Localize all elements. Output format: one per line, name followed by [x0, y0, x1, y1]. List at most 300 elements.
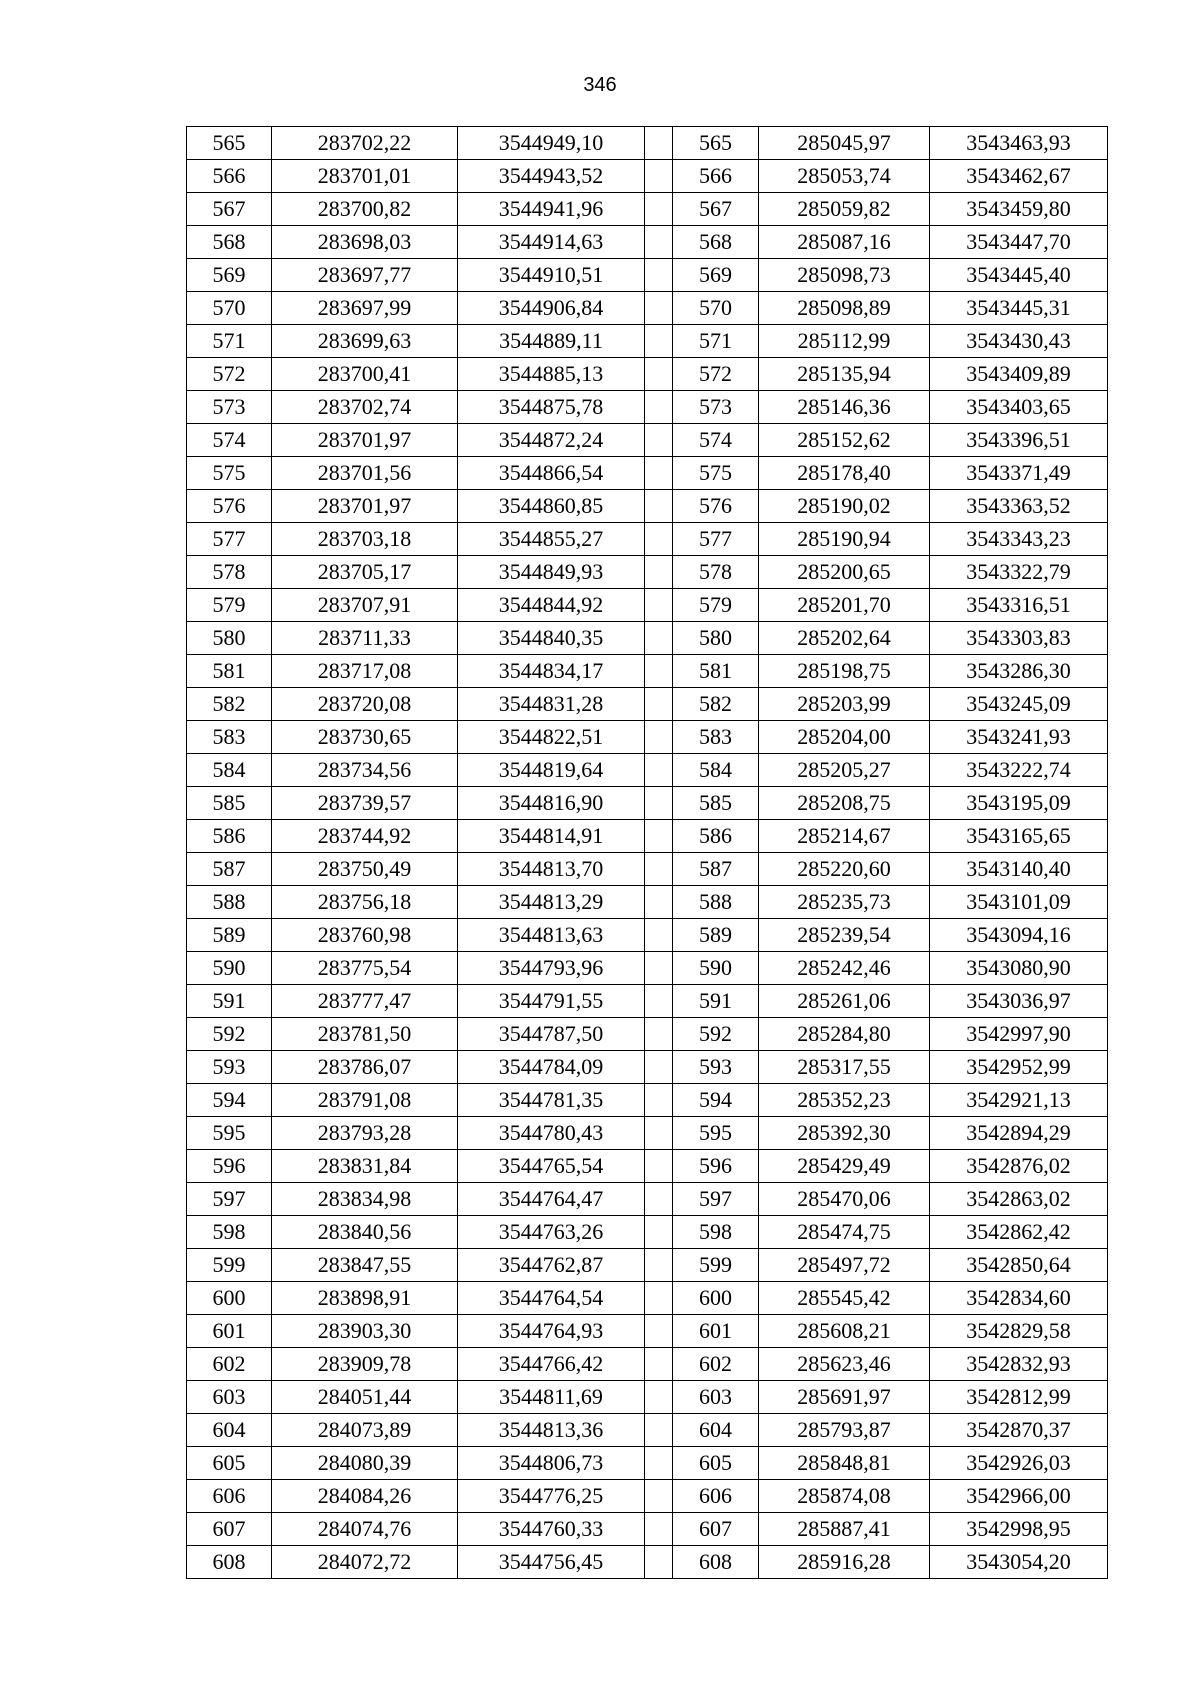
left-x-coordinate: 283703,18: [272, 523, 458, 556]
left-point-number: 595: [187, 1117, 272, 1150]
table-row: [187, 1183, 1108, 1216]
right-x-coordinate: 285848,81: [759, 1447, 930, 1480]
left-point-number: 584: [187, 754, 272, 787]
right-x-coordinate: 285214,67: [759, 820, 930, 853]
separator-cell: [645, 325, 673, 358]
right-x-coordinate: 285429,49: [759, 1150, 930, 1183]
left-y-coordinate: 3544872,24: [458, 424, 645, 457]
right-point-number: 598: [673, 1216, 759, 1249]
table-row: [187, 193, 1108, 226]
right-x-coordinate: 285205,27: [759, 754, 930, 787]
table-row: [187, 1282, 1108, 1315]
left-y-coordinate: 3544914,63: [458, 226, 645, 259]
left-point-number: 589: [187, 919, 272, 952]
right-y-coordinate: 3543286,30: [930, 655, 1108, 688]
separator-cell: [645, 688, 673, 721]
right-x-coordinate: 285916,28: [759, 1546, 930, 1579]
left-y-coordinate: 3544813,70: [458, 853, 645, 886]
separator-cell: [645, 1150, 673, 1183]
right-point-number: 602: [673, 1348, 759, 1381]
left-x-coordinate: 284080,39: [272, 1447, 458, 1480]
right-x-coordinate: 285059,82: [759, 193, 930, 226]
separator-cell: [645, 1183, 673, 1216]
table-row: [187, 490, 1108, 523]
left-point-number: 608: [187, 1546, 272, 1579]
right-y-coordinate: 3543463,93: [930, 127, 1108, 160]
left-y-coordinate: 3544764,54: [458, 1282, 645, 1315]
table-body: [187, 127, 1108, 1579]
left-y-coordinate: 3544906,84: [458, 292, 645, 325]
right-y-coordinate: 3543241,93: [930, 721, 1108, 754]
separator-cell: [645, 886, 673, 919]
right-point-number: 567: [673, 193, 759, 226]
right-x-coordinate: 285239,54: [759, 919, 930, 952]
left-y-coordinate: 3544806,73: [458, 1447, 645, 1480]
right-x-coordinate: 285284,80: [759, 1018, 930, 1051]
separator-cell: [645, 127, 673, 160]
right-x-coordinate: 285087,16: [759, 226, 930, 259]
separator-cell: [645, 556, 673, 589]
left-point-number: 599: [187, 1249, 272, 1282]
left-point-number: 586: [187, 820, 272, 853]
left-x-coordinate: 283702,22: [272, 127, 458, 160]
right-x-coordinate: 285190,94: [759, 523, 930, 556]
left-point-number: 596: [187, 1150, 272, 1183]
right-y-coordinate: 3543396,51: [930, 424, 1108, 457]
table-row: [187, 1546, 1108, 1579]
left-x-coordinate: 283734,56: [272, 754, 458, 787]
right-y-coordinate: 3543447,70: [930, 226, 1108, 259]
left-y-coordinate: 3544860,85: [458, 490, 645, 523]
right-point-number: 604: [673, 1414, 759, 1447]
right-point-number: 582: [673, 688, 759, 721]
right-y-coordinate: 3543403,65: [930, 391, 1108, 424]
left-point-number: 587: [187, 853, 272, 886]
left-point-number: 588: [187, 886, 272, 919]
left-point-number: 598: [187, 1216, 272, 1249]
right-y-coordinate: 3542832,93: [930, 1348, 1108, 1381]
separator-cell: [645, 292, 673, 325]
separator-cell: [645, 490, 673, 523]
left-point-number: 575: [187, 457, 272, 490]
left-y-coordinate: 3544764,47: [458, 1183, 645, 1216]
left-point-number: 565: [187, 127, 272, 160]
right-point-number: 606: [673, 1480, 759, 1513]
right-x-coordinate: 285608,21: [759, 1315, 930, 1348]
right-y-coordinate: 3543371,49: [930, 457, 1108, 490]
right-x-coordinate: 285201,70: [759, 589, 930, 622]
right-point-number: 579: [673, 589, 759, 622]
coordinates-table: [186, 126, 1108, 1579]
right-point-number: 603: [673, 1381, 759, 1414]
right-y-coordinate: 3542894,29: [930, 1117, 1108, 1150]
left-point-number: 574: [187, 424, 272, 457]
right-y-coordinate: 3542921,13: [930, 1084, 1108, 1117]
right-x-coordinate: 285545,42: [759, 1282, 930, 1315]
right-point-number: 583: [673, 721, 759, 754]
right-y-coordinate: 3542997,90: [930, 1018, 1108, 1051]
left-y-coordinate: 3544816,90: [458, 787, 645, 820]
right-point-number: 607: [673, 1513, 759, 1546]
left-x-coordinate: 283781,50: [272, 1018, 458, 1051]
right-x-coordinate: 285317,55: [759, 1051, 930, 1084]
left-x-coordinate: 283840,56: [272, 1216, 458, 1249]
left-x-coordinate: 283700,82: [272, 193, 458, 226]
right-x-coordinate: 285135,94: [759, 358, 930, 391]
separator-cell: [645, 193, 673, 226]
right-point-number: 591: [673, 985, 759, 1018]
right-x-coordinate: 285474,75: [759, 1216, 930, 1249]
separator-cell: [645, 1348, 673, 1381]
right-x-coordinate: 285202,64: [759, 622, 930, 655]
left-point-number: 577: [187, 523, 272, 556]
right-point-number: 584: [673, 754, 759, 787]
left-x-coordinate: 283701,97: [272, 424, 458, 457]
right-y-coordinate: 3542863,02: [930, 1183, 1108, 1216]
left-point-number: 591: [187, 985, 272, 1018]
right-point-number: 569: [673, 259, 759, 292]
left-point-number: 593: [187, 1051, 272, 1084]
table-row: [187, 1018, 1108, 1051]
right-y-coordinate: 3542812,99: [930, 1381, 1108, 1414]
right-y-coordinate: 3543430,43: [930, 325, 1108, 358]
left-y-coordinate: 3544763,26: [458, 1216, 645, 1249]
right-y-coordinate: 3543462,67: [930, 160, 1108, 193]
left-x-coordinate: 283847,55: [272, 1249, 458, 1282]
separator-cell: [645, 622, 673, 655]
right-point-number: 575: [673, 457, 759, 490]
left-y-coordinate: 3544819,64: [458, 754, 645, 787]
right-point-number: 566: [673, 160, 759, 193]
left-y-coordinate: 3544813,29: [458, 886, 645, 919]
right-y-coordinate: 3543409,89: [930, 358, 1108, 391]
left-point-number: 606: [187, 1480, 272, 1513]
table-row: [187, 523, 1108, 556]
left-point-number: 585: [187, 787, 272, 820]
left-x-coordinate: 283697,99: [272, 292, 458, 325]
right-x-coordinate: 285208,75: [759, 787, 930, 820]
left-point-number: 582: [187, 688, 272, 721]
right-y-coordinate: 3543343,23: [930, 523, 1108, 556]
left-y-coordinate: 3544756,45: [458, 1546, 645, 1579]
table-row: [187, 292, 1108, 325]
right-point-number: 605: [673, 1447, 759, 1480]
table-row: [187, 358, 1108, 391]
table-row: [187, 1084, 1108, 1117]
table-row: [187, 655, 1108, 688]
left-y-coordinate: 3544941,96: [458, 193, 645, 226]
left-x-coordinate: 283775,54: [272, 952, 458, 985]
separator-cell: [645, 1480, 673, 1513]
right-point-number: 594: [673, 1084, 759, 1117]
separator-cell: [645, 523, 673, 556]
table-row: [187, 1381, 1108, 1414]
separator-cell: [645, 457, 673, 490]
left-y-coordinate: 3544875,78: [458, 391, 645, 424]
right-y-coordinate: 3543445,31: [930, 292, 1108, 325]
table-row: [187, 1249, 1108, 1282]
separator-cell: [645, 655, 673, 688]
left-y-coordinate: 3544943,52: [458, 160, 645, 193]
left-point-number: 568: [187, 226, 272, 259]
right-x-coordinate: 285152,62: [759, 424, 930, 457]
right-y-coordinate: 3543080,90: [930, 952, 1108, 985]
right-x-coordinate: 285691,97: [759, 1381, 930, 1414]
right-x-coordinate: 285203,99: [759, 688, 930, 721]
separator-cell: [645, 820, 673, 853]
separator-cell: [645, 1051, 673, 1084]
right-point-number: 581: [673, 655, 759, 688]
right-x-coordinate: 285220,60: [759, 853, 930, 886]
left-x-coordinate: 283756,18: [272, 886, 458, 919]
table-row: [187, 589, 1108, 622]
left-y-coordinate: 3544855,27: [458, 523, 645, 556]
separator-cell: [645, 985, 673, 1018]
right-y-coordinate: 3543140,40: [930, 853, 1108, 886]
page-number: 346: [583, 74, 617, 96]
left-x-coordinate: 283744,92: [272, 820, 458, 853]
right-point-number: 576: [673, 490, 759, 523]
left-x-coordinate: 283760,98: [272, 919, 458, 952]
table-row: [187, 1513, 1108, 1546]
separator-cell: [645, 1282, 673, 1315]
left-y-coordinate: 3544814,91: [458, 820, 645, 853]
left-y-coordinate: 3544791,55: [458, 985, 645, 1018]
left-y-coordinate: 3544764,93: [458, 1315, 645, 1348]
left-point-number: 601: [187, 1315, 272, 1348]
separator-cell: [645, 424, 673, 457]
right-x-coordinate: 285623,46: [759, 1348, 930, 1381]
left-point-number: 592: [187, 1018, 272, 1051]
table-row: [187, 325, 1108, 358]
left-point-number: 594: [187, 1084, 272, 1117]
left-point-number: 579: [187, 589, 272, 622]
right-y-coordinate: 3543245,09: [930, 688, 1108, 721]
table-row: [187, 1150, 1108, 1183]
right-point-number: 600: [673, 1282, 759, 1315]
right-point-number: 578: [673, 556, 759, 589]
left-x-coordinate: 283705,17: [272, 556, 458, 589]
right-y-coordinate: 3542966,00: [930, 1480, 1108, 1513]
left-point-number: 571: [187, 325, 272, 358]
table-row: [187, 457, 1108, 490]
table-row: [187, 556, 1108, 589]
separator-cell: [645, 1447, 673, 1480]
left-y-coordinate: 3544834,17: [458, 655, 645, 688]
left-x-coordinate: 283701,01: [272, 160, 458, 193]
left-x-coordinate: 283700,41: [272, 358, 458, 391]
right-point-number: 577: [673, 523, 759, 556]
table-row: [187, 127, 1108, 160]
table-row: [187, 622, 1108, 655]
table-row: [187, 391, 1108, 424]
table-row: [187, 820, 1108, 853]
left-point-number: 600: [187, 1282, 272, 1315]
left-point-number: 576: [187, 490, 272, 523]
right-point-number: 587: [673, 853, 759, 886]
right-x-coordinate: 285146,36: [759, 391, 930, 424]
right-y-coordinate: 3542850,64: [930, 1249, 1108, 1282]
right-point-number: 588: [673, 886, 759, 919]
left-x-coordinate: 283697,77: [272, 259, 458, 292]
left-y-coordinate: 3544910,51: [458, 259, 645, 292]
left-x-coordinate: 283777,47: [272, 985, 458, 1018]
right-x-coordinate: 285497,72: [759, 1249, 930, 1282]
left-point-number: 590: [187, 952, 272, 985]
table-row: [187, 1447, 1108, 1480]
left-x-coordinate: 283720,08: [272, 688, 458, 721]
table-row: [187, 919, 1108, 952]
left-point-number: 580: [187, 622, 272, 655]
right-point-number: 585: [673, 787, 759, 820]
separator-cell: [645, 1117, 673, 1150]
left-x-coordinate: 284072,72: [272, 1546, 458, 1579]
separator-cell: [645, 787, 673, 820]
left-point-number: 567: [187, 193, 272, 226]
table-row: [187, 886, 1108, 919]
left-x-coordinate: 284084,26: [272, 1480, 458, 1513]
left-y-coordinate: 3544949,10: [458, 127, 645, 160]
left-y-coordinate: 3544781,35: [458, 1084, 645, 1117]
left-y-coordinate: 3544766,42: [458, 1348, 645, 1381]
left-x-coordinate: 283903,30: [272, 1315, 458, 1348]
left-point-number: 583: [187, 721, 272, 754]
left-x-coordinate: 283699,63: [272, 325, 458, 358]
separator-cell: [645, 1084, 673, 1117]
table-row: [187, 721, 1108, 754]
separator-cell: [645, 391, 673, 424]
right-y-coordinate: 3543316,51: [930, 589, 1108, 622]
left-x-coordinate: 283791,08: [272, 1084, 458, 1117]
right-y-coordinate: 3543322,79: [930, 556, 1108, 589]
separator-cell: [645, 1216, 673, 1249]
right-y-coordinate: 3542870,37: [930, 1414, 1108, 1447]
left-x-coordinate: 283707,91: [272, 589, 458, 622]
table-row: [187, 853, 1108, 886]
separator-cell: [645, 919, 673, 952]
left-x-coordinate: 283909,78: [272, 1348, 458, 1381]
left-x-coordinate: 283701,56: [272, 457, 458, 490]
left-point-number: 569: [187, 259, 272, 292]
left-point-number: 602: [187, 1348, 272, 1381]
left-x-coordinate: 283793,28: [272, 1117, 458, 1150]
right-y-coordinate: 3542998,95: [930, 1513, 1108, 1546]
right-point-number: 597: [673, 1183, 759, 1216]
left-x-coordinate: 284074,76: [272, 1513, 458, 1546]
left-point-number: 578: [187, 556, 272, 589]
separator-cell: [645, 1414, 673, 1447]
separator-cell: [645, 589, 673, 622]
left-y-coordinate: 3544765,54: [458, 1150, 645, 1183]
table-row: [187, 1480, 1108, 1513]
right-point-number: 599: [673, 1249, 759, 1282]
separator-cell: [645, 1315, 673, 1348]
separator-cell: [645, 259, 673, 292]
left-point-number: 607: [187, 1513, 272, 1546]
right-x-coordinate: 285874,08: [759, 1480, 930, 1513]
left-x-coordinate: 284073,89: [272, 1414, 458, 1447]
right-y-coordinate: 3543094,16: [930, 919, 1108, 952]
left-x-coordinate: 283717,08: [272, 655, 458, 688]
right-y-coordinate: 3543036,97: [930, 985, 1108, 1018]
left-y-coordinate: 3544885,13: [458, 358, 645, 391]
right-point-number: 592: [673, 1018, 759, 1051]
separator-cell: [645, 1249, 673, 1282]
right-x-coordinate: 285352,23: [759, 1084, 930, 1117]
left-y-coordinate: 3544760,33: [458, 1513, 645, 1546]
right-x-coordinate: 285470,06: [759, 1183, 930, 1216]
left-x-coordinate: 283834,98: [272, 1183, 458, 1216]
table-row: [187, 787, 1108, 820]
table-row: [187, 226, 1108, 259]
left-point-number: 570: [187, 292, 272, 325]
left-y-coordinate: 3544866,54: [458, 457, 645, 490]
separator-cell: [645, 160, 673, 193]
right-x-coordinate: 285235,73: [759, 886, 930, 919]
left-point-number: 597: [187, 1183, 272, 1216]
left-y-coordinate: 3544811,69: [458, 1381, 645, 1414]
separator-cell: [645, 754, 673, 787]
right-x-coordinate: 285793,87: [759, 1414, 930, 1447]
table-row: [187, 1051, 1108, 1084]
left-x-coordinate: 283831,84: [272, 1150, 458, 1183]
left-point-number: 566: [187, 160, 272, 193]
left-point-number: 573: [187, 391, 272, 424]
left-x-coordinate: 283698,03: [272, 226, 458, 259]
right-point-number: 571: [673, 325, 759, 358]
left-y-coordinate: 3544776,25: [458, 1480, 645, 1513]
separator-cell: [645, 226, 673, 259]
table-row: [187, 952, 1108, 985]
right-x-coordinate: 285198,75: [759, 655, 930, 688]
right-y-coordinate: 3543363,52: [930, 490, 1108, 523]
left-point-number: 603: [187, 1381, 272, 1414]
separator-cell: [645, 1546, 673, 1579]
right-point-number: 590: [673, 952, 759, 985]
right-point-number: 572: [673, 358, 759, 391]
right-point-number: 565: [673, 127, 759, 160]
right-point-number: 589: [673, 919, 759, 952]
table-row: [187, 754, 1108, 787]
left-y-coordinate: 3544889,11: [458, 325, 645, 358]
left-point-number: 605: [187, 1447, 272, 1480]
right-y-coordinate: 3542952,99: [930, 1051, 1108, 1084]
table-row: [187, 160, 1108, 193]
right-point-number: 608: [673, 1546, 759, 1579]
right-x-coordinate: 285887,41: [759, 1513, 930, 1546]
right-y-coordinate: 3543195,09: [930, 787, 1108, 820]
left-y-coordinate: 3544793,96: [458, 952, 645, 985]
right-y-coordinate: 3543054,20: [930, 1546, 1108, 1579]
table-row: [187, 688, 1108, 721]
right-point-number: 596: [673, 1150, 759, 1183]
table-row: [187, 1117, 1108, 1150]
left-y-coordinate: 3544831,28: [458, 688, 645, 721]
table-row: [187, 1414, 1108, 1447]
right-y-coordinate: 3543101,09: [930, 886, 1108, 919]
left-y-coordinate: 3544849,93: [458, 556, 645, 589]
left-point-number: 604: [187, 1414, 272, 1447]
table-row: [187, 1348, 1108, 1381]
left-y-coordinate: 3544822,51: [458, 721, 645, 754]
table-row: [187, 1216, 1108, 1249]
left-point-number: 572: [187, 358, 272, 391]
separator-cell: [645, 358, 673, 391]
separator-cell: [645, 853, 673, 886]
right-point-number: 570: [673, 292, 759, 325]
left-y-coordinate: 3544813,36: [458, 1414, 645, 1447]
right-x-coordinate: 285045,97: [759, 127, 930, 160]
